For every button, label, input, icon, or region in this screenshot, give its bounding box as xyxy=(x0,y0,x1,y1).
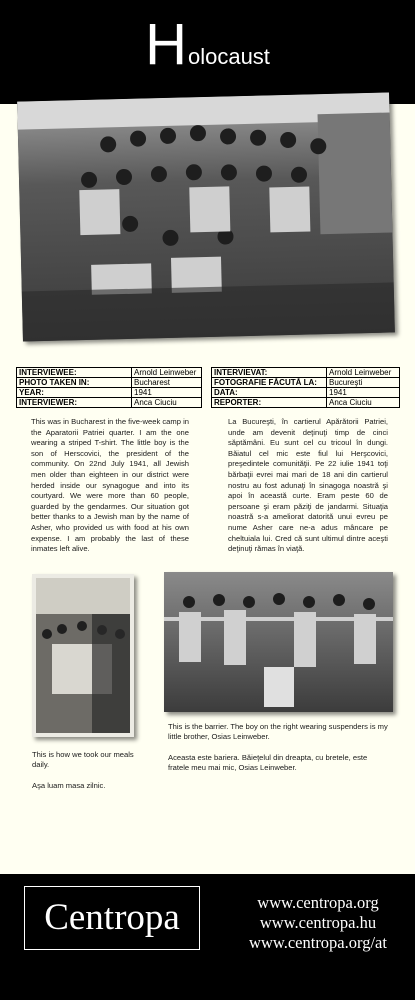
info-table-english xyxy=(16,367,202,408)
footer-links xyxy=(236,893,400,953)
info-key: YEAR: xyxy=(17,388,132,398)
table-row xyxy=(17,368,202,378)
info-key: INTERVIEWEE: xyxy=(17,368,132,378)
info-value: 1941 xyxy=(132,388,202,398)
barrier-caption-english: This is the barrier. The boy on the right wearing suspenders is my little brother, Osias Leinweber. xyxy=(168,722,388,742)
info-key: FOTOGRAFIE FĂCUTĂ LA: xyxy=(212,378,327,388)
link-centropa-hu[interactable]: www.centropa.hu xyxy=(259,913,377,932)
info-value: Arnold Leinweber xyxy=(327,368,400,378)
meal-caption-english: This is how we took our meals daily. xyxy=(32,750,134,770)
info-key: DATA: xyxy=(212,388,327,398)
info-value: Bucureşti xyxy=(327,378,400,388)
info-value: Bucharest xyxy=(132,378,202,388)
meal-photo xyxy=(32,574,134,737)
main-group-photo xyxy=(17,92,395,341)
meal-caption-romanian: Aşa luam masa zilnic. xyxy=(32,780,106,790)
barrier-caption-romanian: Aceasta este bariera. Băieţelul din dreapta, cu bretele, este fratele meu mai mic, Osias Leinweber. xyxy=(168,752,368,773)
page-title-rest: olocaust xyxy=(187,44,270,69)
header-banner xyxy=(0,0,415,104)
link-centropa-org[interactable]: www.centropa.org xyxy=(257,893,379,912)
info-value: Arnold Leinweber xyxy=(132,368,202,378)
table-row xyxy=(212,378,400,388)
info-value: Anca Ciuciu xyxy=(327,398,400,408)
table-row xyxy=(212,398,400,408)
table-row xyxy=(17,378,202,388)
info-key: REPORTER: xyxy=(212,398,327,408)
barrier-caption xyxy=(168,722,388,774)
info-value: Anca Ciuciu xyxy=(132,398,202,408)
story-text-romanian: La Bucureşti, în cartierul Apărătorii Patriei, unde am devenit deţinuţi timp de cinci săptămâni. Eu sunt cel cu tricoul în dungi. Băiatul cel mic este fiul lui Herşcovici, preşedintele comunităţii. Pe 22 iulie 1941 toţi bărbaţii evrei mai mari de 18 ani din cartierul nostru au fost adunaţi în sinagoga noastră şi apoi în această curte. Eram peste 60 de persoane şi eram păziţi de jandarmi. Situaţia noastră s-a ameliorat datorită unui evreu pe nume Asher care ne-a adus mâncare pe cheltuiala lui. Cred că sunt ultimul dintre aceşti deţinuţi rămas în viaţă. xyxy=(228,417,388,554)
table-row xyxy=(212,388,400,398)
info-table-romanian xyxy=(211,367,400,408)
page-title xyxy=(0,14,415,76)
barrier-photo xyxy=(164,572,393,712)
table-row xyxy=(212,368,400,378)
link-centropa-at[interactable]: www.centropa.org/at xyxy=(249,933,387,952)
meal-caption xyxy=(32,750,142,791)
story-text-english: This was in Bucharest in the five-week camp in the Aparatorii Patriei quarter. I am the one wearing a striped T-shirt. The little boy is the son of Herscovici, the president of the community. On 22nd July 1941, all Jewish men older than eighteen in our district were herded inside our synagogue and into its courtyard. We were more than 60 people, guarded by the gendarmes. Our situation got better thanks to a Jewish man by the name of Asher, who provided us with food at his own expense. I am probably the last of these inmates left alive. xyxy=(31,417,189,554)
info-key: INTERVIEVAT: xyxy=(212,368,327,378)
centropa-logo: Centropa xyxy=(24,886,200,950)
info-key: PHOTO TAKEN IN: xyxy=(17,378,132,388)
table-row xyxy=(17,398,202,408)
info-value: 1941 xyxy=(327,388,400,398)
info-key: INTERVIEWER: xyxy=(17,398,132,408)
table-row xyxy=(17,388,202,398)
page-title-initial: H xyxy=(145,12,187,77)
